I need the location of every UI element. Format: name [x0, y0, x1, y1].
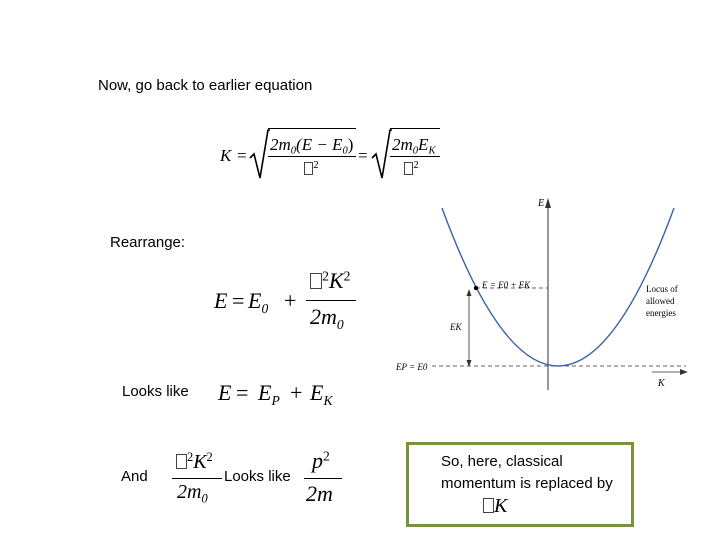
graph-locus-line-2: allowed: [646, 296, 675, 306]
eq2-e0: [248, 288, 268, 317]
graph-y-axis-arrow: [545, 198, 551, 208]
graph-y-label: E: [538, 198, 545, 209]
eq1-num1-rest: (E − E: [296, 135, 343, 154]
eq1-num2-e: E: [418, 135, 429, 154]
equation-kinetic-quantum: [172, 450, 226, 512]
eq1-num1-sub: 0: [290, 145, 297, 157]
graph-ek-label: EK: [450, 322, 462, 332]
eq1-num1: 2m: [270, 135, 291, 154]
graph-x-axis-arrow: [680, 369, 688, 375]
eq1-num1-sub-b: 0: [342, 145, 348, 157]
eq5-den: 2m: [306, 481, 333, 506]
eq1-sqrt-2: [370, 126, 392, 180]
eq2-equals: =: [232, 288, 245, 313]
looks-like-label-1: Looks like: [122, 383, 189, 400]
eq4-k: K: [193, 450, 207, 473]
eq5-p-sup: 2: [323, 448, 330, 464]
graph-point: [474, 286, 478, 290]
graph-ep-label: EP = E0: [396, 362, 428, 372]
eq3-ek-sub: K: [323, 392, 333, 408]
eq2-k-sup: 2: [343, 268, 351, 284]
equation-kinetic-classical: [304, 448, 344, 510]
equation-energy-sum: [218, 380, 348, 410]
note-hbar-k: [483, 495, 507, 518]
eq1-den-sup-2: 2: [413, 160, 419, 172]
intro-text: Now, go back to earlier equation: [98, 77, 313, 94]
eq2-e0-sub: 0: [261, 300, 269, 316]
eq4-hbar: [176, 454, 187, 469]
equation-energy-rearranged: [214, 266, 364, 338]
eq3-e: E: [218, 380, 232, 405]
eq3-ep-sub: P: [271, 392, 280, 408]
eq4-hbar-sup: 2: [187, 450, 194, 464]
eq1-paren: ): [347, 135, 354, 154]
eq3-ek-e: E: [310, 380, 324, 405]
eq4-k-sup: 2: [206, 450, 213, 464]
eq3-ep-e: E: [258, 380, 272, 405]
eq3-ek: [310, 380, 333, 409]
note-hbar: [483, 498, 494, 513]
eq2-k: K: [328, 268, 344, 293]
looks-like-label-2: Looks like: [224, 468, 291, 485]
energy-momentum-graph: [392, 194, 692, 394]
rearrange-label: Rearrange:: [110, 234, 186, 251]
and-label: And: [121, 468, 148, 485]
note-k: K: [494, 495, 508, 517]
eq3-equals: =: [236, 380, 249, 405]
eq3-plus: +: [290, 380, 303, 405]
eq2-e0-e: E: [248, 288, 262, 313]
eq1-num2-k: K: [428, 145, 436, 157]
eq2-e: E: [214, 288, 228, 313]
note-text: So, here, classical momentum is replaced by: [441, 453, 613, 492]
graph-point-label: E = E0 + EK: [482, 280, 531, 290]
eq4-den: 2m: [177, 481, 202, 503]
eq1-fraction-1: [268, 128, 356, 172]
eq2-den-sub: 0: [336, 316, 344, 332]
eq1-k: K: [220, 146, 232, 165]
graph-x-label: K: [658, 378, 665, 389]
graph-locus-line-1: Locus of: [646, 284, 678, 294]
eq1-equals-2: =: [358, 146, 368, 165]
eq3-ep: [258, 380, 280, 409]
note-box: [406, 442, 634, 527]
eq1-num2: 2m: [392, 135, 413, 154]
eq5-p: p: [312, 448, 323, 473]
eq1-fraction-2: [390, 128, 440, 172]
eq1-den-sup-1: 2: [313, 160, 319, 172]
eq4-den-sub: 0: [201, 491, 208, 506]
eq2-hbar-sup: 2: [322, 268, 329, 284]
graph-locus-line-3: energies: [646, 308, 676, 318]
eq1-num2-sub: 0: [412, 145, 419, 157]
eq1-equals-1: =: [237, 146, 247, 165]
eq1-hbar-2: [404, 162, 413, 175]
eq1-sqrt-1: [248, 126, 270, 180]
eq2-den: 2m: [310, 304, 337, 329]
eq2-hbar: [310, 273, 322, 290]
equation-k-definition: [220, 126, 440, 182]
eq2-plus: +: [284, 288, 297, 313]
graph-ek-arrow-top: [467, 289, 472, 296]
eq1-hbar-1: [304, 162, 313, 175]
